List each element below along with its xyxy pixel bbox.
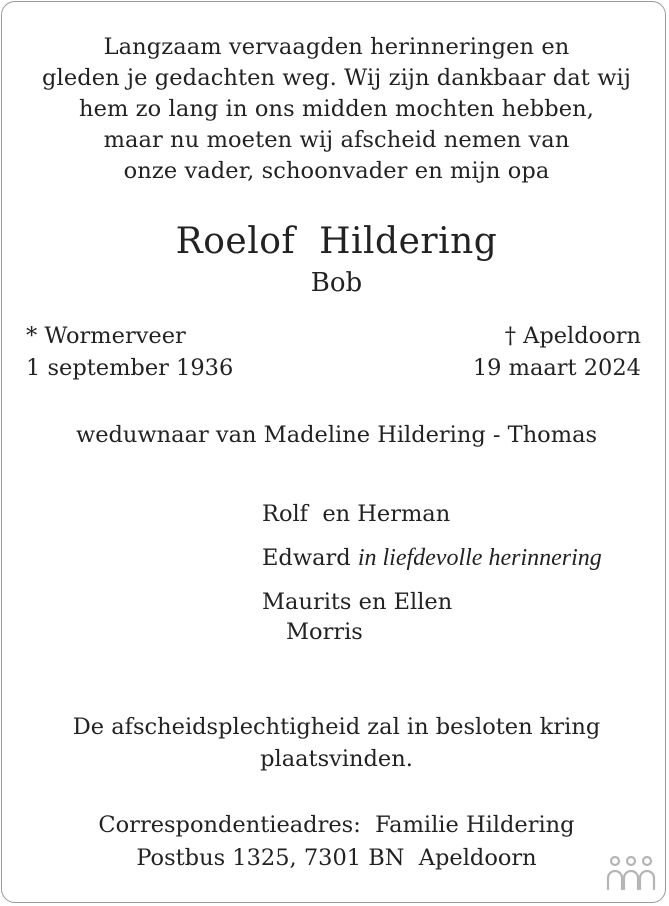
grandchild-name: Morris — [286, 619, 363, 645]
widower-line: weduwnaar van Madeline Hildering - Thomas — [75, 422, 598, 448]
intro-line: hem zo lang in ons midden mochten hebben, — [78, 96, 595, 122]
intro-line: Langzaam vervaagden herinneringen en — [103, 34, 570, 60]
family-row — [262, 587, 602, 617]
family-row — [262, 543, 602, 573]
ceremony-notice — [2, 711, 669, 775]
family-list — [262, 499, 602, 647]
deceased-name: Roelof Hildering — [175, 221, 498, 262]
death-date: 19 maart 2024 — [472, 355, 641, 381]
address-line: Postbus 1325, 7301 BN Apeldoorn — [136, 845, 537, 871]
intro-line: gleden je gedachten weg. Wij zijn dankbaar dat wij — [42, 65, 631, 91]
birth-place: * Wormerveer — [26, 323, 186, 349]
address-line: Correspondentieadres: Familie Hildering — [98, 812, 575, 838]
family-names: Rolf en Herman — [262, 501, 451, 527]
people-group-icon — [605, 854, 657, 892]
birth-info — [26, 320, 233, 384]
death-place: † Apeldoorn — [504, 323, 641, 349]
memorial-note: in liefdevolle herinnering — [357, 545, 602, 571]
birth-date: 1 september 1936 — [26, 355, 234, 381]
family-row — [262, 617, 602, 647]
obituary-card — [1, 1, 666, 903]
ceremony-line: plaatsvinden. — [260, 746, 413, 772]
death-info — [473, 320, 641, 384]
correspondence-address — [2, 809, 669, 875]
intro-line: onze vader, schoonvader en mijn opa — [123, 158, 550, 184]
family-names: Edward — [262, 545, 351, 571]
family-row — [262, 499, 602, 529]
deceased-nickname: Bob — [310, 268, 363, 298]
intro-line: maar nu moeten wij afscheid nemen van — [103, 127, 570, 153]
family-names: Maurits en Ellen — [262, 589, 453, 615]
intro-poem — [2, 32, 669, 187]
ceremony-line: De afscheidsplechtigheid zal in besloten kring — [72, 714, 601, 740]
